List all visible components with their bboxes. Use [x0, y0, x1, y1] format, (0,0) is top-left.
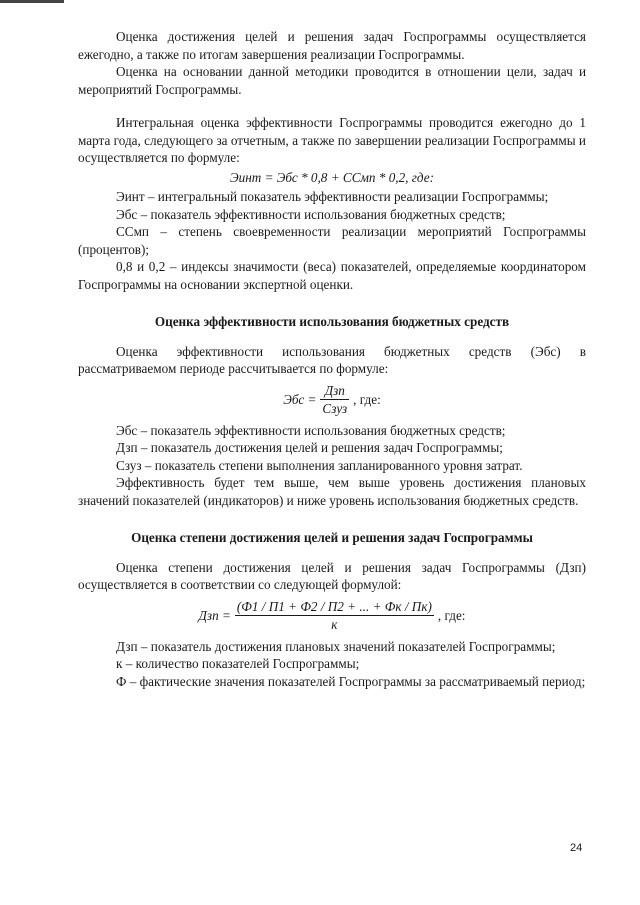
section-heading: Оценка степени достижения целей и решения задач Госпрограммы [131, 530, 533, 545]
top-rule [0, 0, 64, 3]
formula-fraction [235, 598, 434, 634]
formula-numerator: (Ф1 / П1 + Ф2 / П2 + ... + Фк / Пк) [235, 598, 434, 617]
definition: Эбс – показатель эффективности использования бюджетных средств; [116, 422, 506, 438]
formula-denominator: к [331, 617, 338, 632]
page-number: 24 [570, 842, 583, 854]
formula-lhs: Дзп = [198, 607, 231, 623]
definition: Дзп – показатель достижения плановых значений показателей Госпрограммы; [116, 638, 556, 654]
formula-budget-efficiency [78, 382, 586, 418]
definition: Эинт – интегральный показатель эффективности реализации Госпрограммы; [116, 189, 549, 204]
paragraph: Оценка на основании данной методики проводится в отношении цели, задач и мероприятий Госпрограммы. [78, 64, 586, 97]
definition: Эбс – показатель эффективности использования бюджетных средств; [116, 206, 506, 222]
definition: к – количество показателей Госпрограммы; [116, 656, 360, 671]
document-page [78, 28, 586, 690]
formula-rhs: , где: [437, 607, 466, 623]
section-heading: Оценка эффективности использования бюджетных средств [154, 314, 510, 329]
definition: 0,8 и 0,2 – индексы значимости (веса) показателей, определяемые координатором Госпрограммы на основании экспертной оценки. [78, 259, 586, 292]
formula-denominator: Сзуз [322, 401, 348, 416]
paragraph: Эффективность будет тем выше, чем выше уровень достижения плановых значений показателей (индикаторов) и ниже уровень использования бюджетных средств. [78, 475, 586, 508]
paragraph: Интегральная оценка эффективности Госпрограммы проводится ежегодно до 1 марта года, следующего за отчетным, а также по завершении реализации Госпрограммы и осуществляется по формуле: [78, 115, 586, 165]
paragraph: Оценка достижения целей и решения задач Госпрограммы осуществляется ежегодно, а также по итогам завершения реализации Госпрограммы. [78, 29, 586, 62]
definition: Ф – фактические значения показателей Госпрограммы за рассматриваемый период; [116, 673, 586, 689]
formula-integral: Эинт = Эбс * 0,8 + ССмп * 0,2, где: [230, 169, 434, 185]
formula-fraction [320, 382, 349, 418]
paragraph: Оценка степени достижения целей и решения задач Госпрограммы (Дзп) осуществляется в соответствии со следующей формулой: [78, 559, 586, 592]
paragraph: Оценка эффективности использования бюджетных средств (Эбс) в рассматриваемом периоде рассчитывается по формуле: [78, 343, 586, 376]
formula-goal-achievement [78, 598, 586, 634]
definition: Дзп – показатель достижения целей и решения задач Госпрограммы; [116, 440, 503, 455]
formula-numerator: Дзп [320, 382, 349, 401]
definition: Сзуз – показатель степени выполнения запланированного уровня затрат. [116, 457, 523, 473]
formula-lhs: Эбс = [283, 391, 317, 407]
formula-rhs: , где: [353, 391, 381, 407]
definition: ССмп – степень своевременности реализации мероприятий Госпрограммы (процентов); [78, 224, 586, 257]
